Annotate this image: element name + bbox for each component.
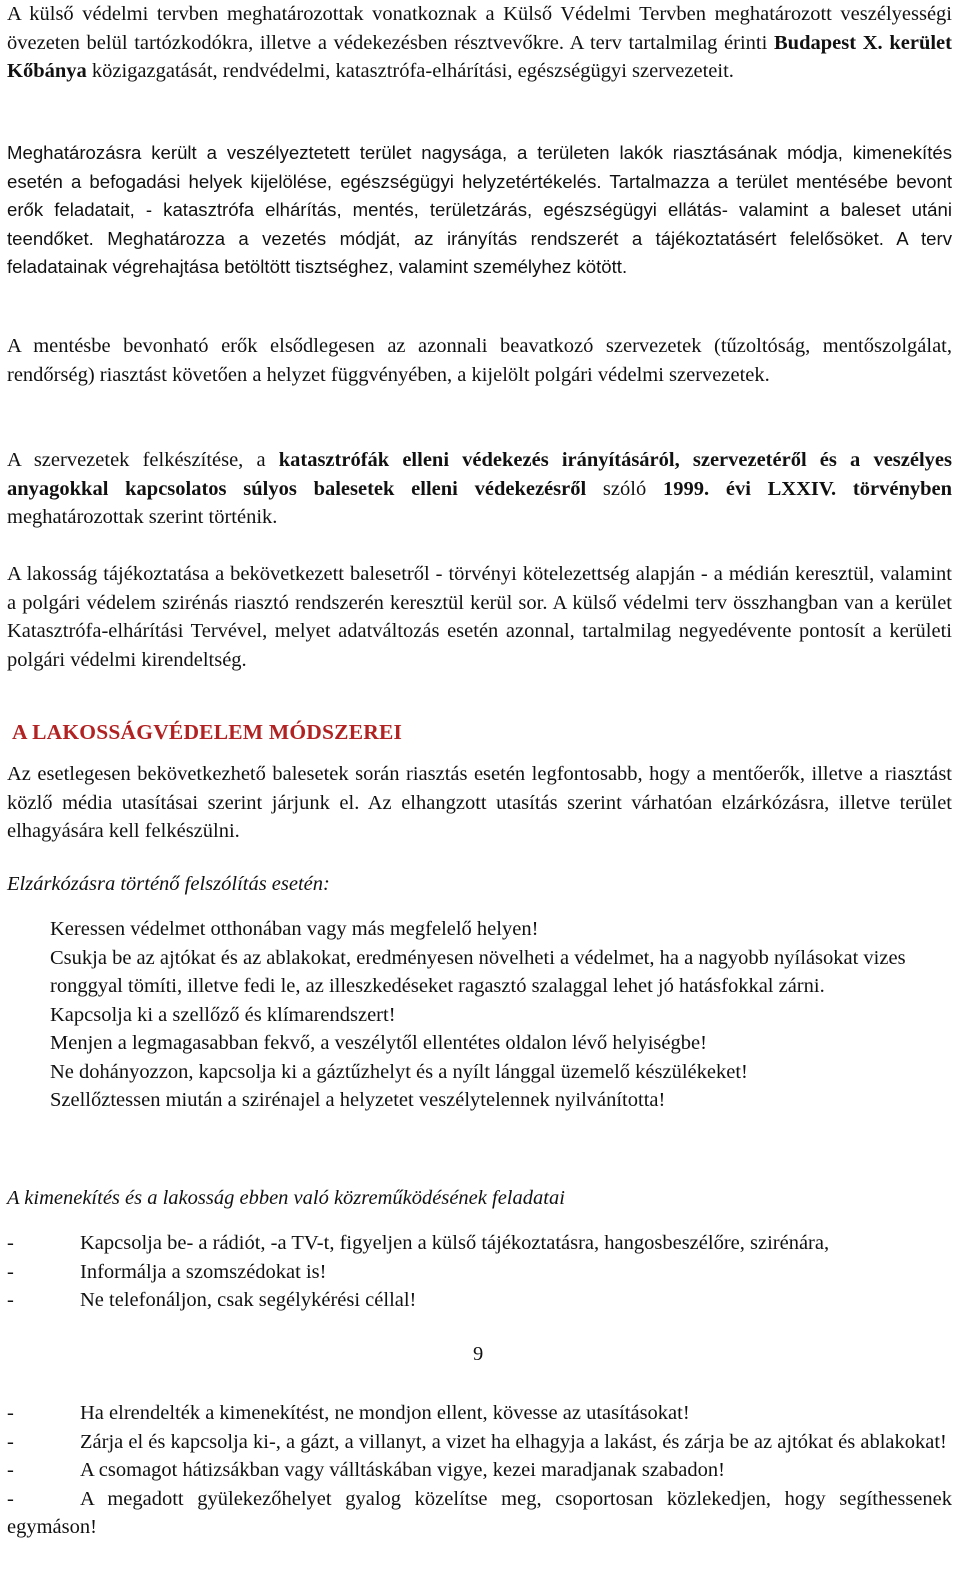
intro-text-end: közigazgatását, rendvédelmi, katasztrófa-elhárítási, egészségügyi szervezeteit. [86, 60, 734, 83]
preparation-paragraph [7, 446, 952, 532]
list-item: - Ha elrendelték a kimenekítést, ne mondjon ellent, kövesse az utasításokat! [7, 1399, 952, 1428]
intro-text: A külső védelmi tervben meghatározottak vonatkoznak a Külső Védelmi Tervben meghatározott veszélyességi övezeten belül tartózkodókra, illetve a védekezésben résztvevőkre. A terv tartalmilag érinti [7, 3, 952, 54]
dash-bullet: - [7, 1402, 14, 1424]
rescue-forces-paragraph: A mentésbe bevonható erők elsődlegesen az azonnali beavatkozó szervezetek (tűzoltóság, mentőszolgálat, rendőrség) riasztást követően a helyzet függvényében, a kijelölt polgári védelmi szervezetek. [7, 335, 952, 386]
list-item: - Informálja a szomszédokat is! [7, 1258, 952, 1287]
list-item: Menjen a legmagasabban fekvő, a veszélytől ellentétes oldalon lévő helyiségbe! [50, 1032, 707, 1054]
scope-paragraph: Meghatározásra került a veszélyeztetett terület nagysága, a területen lakók riasztásának módja, kimenekítés esetén a befogadási helyek kijelölése, egészségügyi helyzetértékelés. Tartalmazza a terület mentésébe bevont erők feladatait, - katasztrófa elhárítás, mentés, területzárás, egészségügyi ellátás- valamint a baleset utáni teendőket. Meghatározza a vezetés módját, az irányítás rendszerét a tájékoztatásért felelősöket. A terv feladatainak végrehajtása betöltött tisztséghez, valamint személyhez kötött. [7, 142, 952, 278]
list-item: - Kapcsolja be- a rádiót, -a TV-t, figyeljen a külső tájékoztatásra, hangosbeszélőre, szirénára, [7, 1229, 952, 1258]
shelter-instructions-list [50, 915, 945, 1115]
list-item: - Zárja el és kapcsolja ki-, a gázt, a villanyt, a vizet ha elhagyja a lakást, és zárja be az ajtókat és ablakokat! [7, 1428, 952, 1457]
intro-bold-district: Budapest X. kerület Kőbánya [7, 31, 952, 83]
list-item: Keressen védelmet otthonában vagy más megfelelő helyen! [50, 918, 539, 940]
dash-bullet: - [7, 1459, 14, 1481]
law-number-bold: 1999. évi LXXIV. törvényben [662, 477, 953, 500]
dash-bullet: - [7, 1487, 14, 1510]
list-item: Kapcsolja ki a szellőző és klímarendszert! [50, 1003, 396, 1026]
intro-paragraph [7, 0, 952, 86]
list-item: - A megadott gyülekezőhelyet gyalog közelítse meg, csoportosan közlekedjen, hogy segíthessenek egymáson! [7, 1485, 952, 1542]
dash-bullet: - [7, 1289, 14, 1311]
list-item: - Ne telefonáljon, csak segélykérési céllal! [7, 1286, 952, 1315]
shelter-subheading: Elzárkózásra történő felszólítás esetén: [7, 873, 330, 895]
preparation-text-end: meghatározottak szerint történik. [7, 506, 278, 528]
section-heading: A LAKOSSÁGVÉDELEM MÓDSZEREI [12, 720, 403, 744]
preparation-text-mid: szóló [586, 477, 663, 500]
information-paragraph: A lakosság tájékoztatása a bekövetkezett balesetről - törvényi kötelezettség alapján - a médián keresztül, valamint a polgári védelem szirénás riasztó rendszerén keresztül kerül sor. A külső védelmi terv összhangban van a kerület Katasztrófa-elhárítási Tervével, melyet adatváltozás esetén azonnal, tartalmilag negyedévente pontosít a kerületi polgári védelmi kirendeltség. [7, 563, 952, 671]
evacuation-list-part2 [7, 1399, 952, 1542]
dash-bullet: - [7, 1260, 14, 1283]
dash-bullet: - [7, 1430, 14, 1453]
dash-bullet: - [7, 1232, 14, 1254]
preparation-text: A szervezetek felkészítése, a [7, 449, 279, 471]
evacuation-subheading: A kimenekítés és a lakosság ebben való közreműködésének feladatai [7, 1187, 565, 1209]
evacuation-list-part1 [7, 1229, 952, 1315]
list-item: Szellőztessen miután a szirénajel a helyzetet veszélytelennek nyilvánította! [50, 1089, 666, 1111]
list-item: Ne dohányozzon, kapcsolja ki a gáztűzhelyt és a nyílt lánggal üzemelő készülékeket! [50, 1060, 748, 1083]
law-title-bold: katasztrófák elleni védekezés irányításáról, szervezetéről és a veszélyes anyagokkal kapcsolatos súlyos balesetek elleni védekezésről [7, 449, 952, 500]
page-number: 9 [473, 1343, 484, 1365]
list-item: - A csomagot hátizsákban vagy válltáskában vigye, kezei maradjanak szabadon! [7, 1456, 952, 1485]
protection-methods-paragraph: Az esetlegesen bekövetkezhető balesetek során riasztás esetén legfontosabb, hogy a mentőerők, illetve a riasztást közlő média utasításai szerint járjunk el. Az elhangzott utasítás szerint várhatóan elzárkózásra, illetve terület elhagyására kell felkészülni. [7, 763, 952, 842]
list-item: Csukja be az ajtókat és az ablakokat, eredményesen növelheti a védelmet, ha a nagyobb nyílásokat vizes ronggyal tömíti, illetve fedi le, az illeszkedéseket ragasztó szalaggal lehet jó hatásfokkal zárni. [50, 946, 906, 997]
